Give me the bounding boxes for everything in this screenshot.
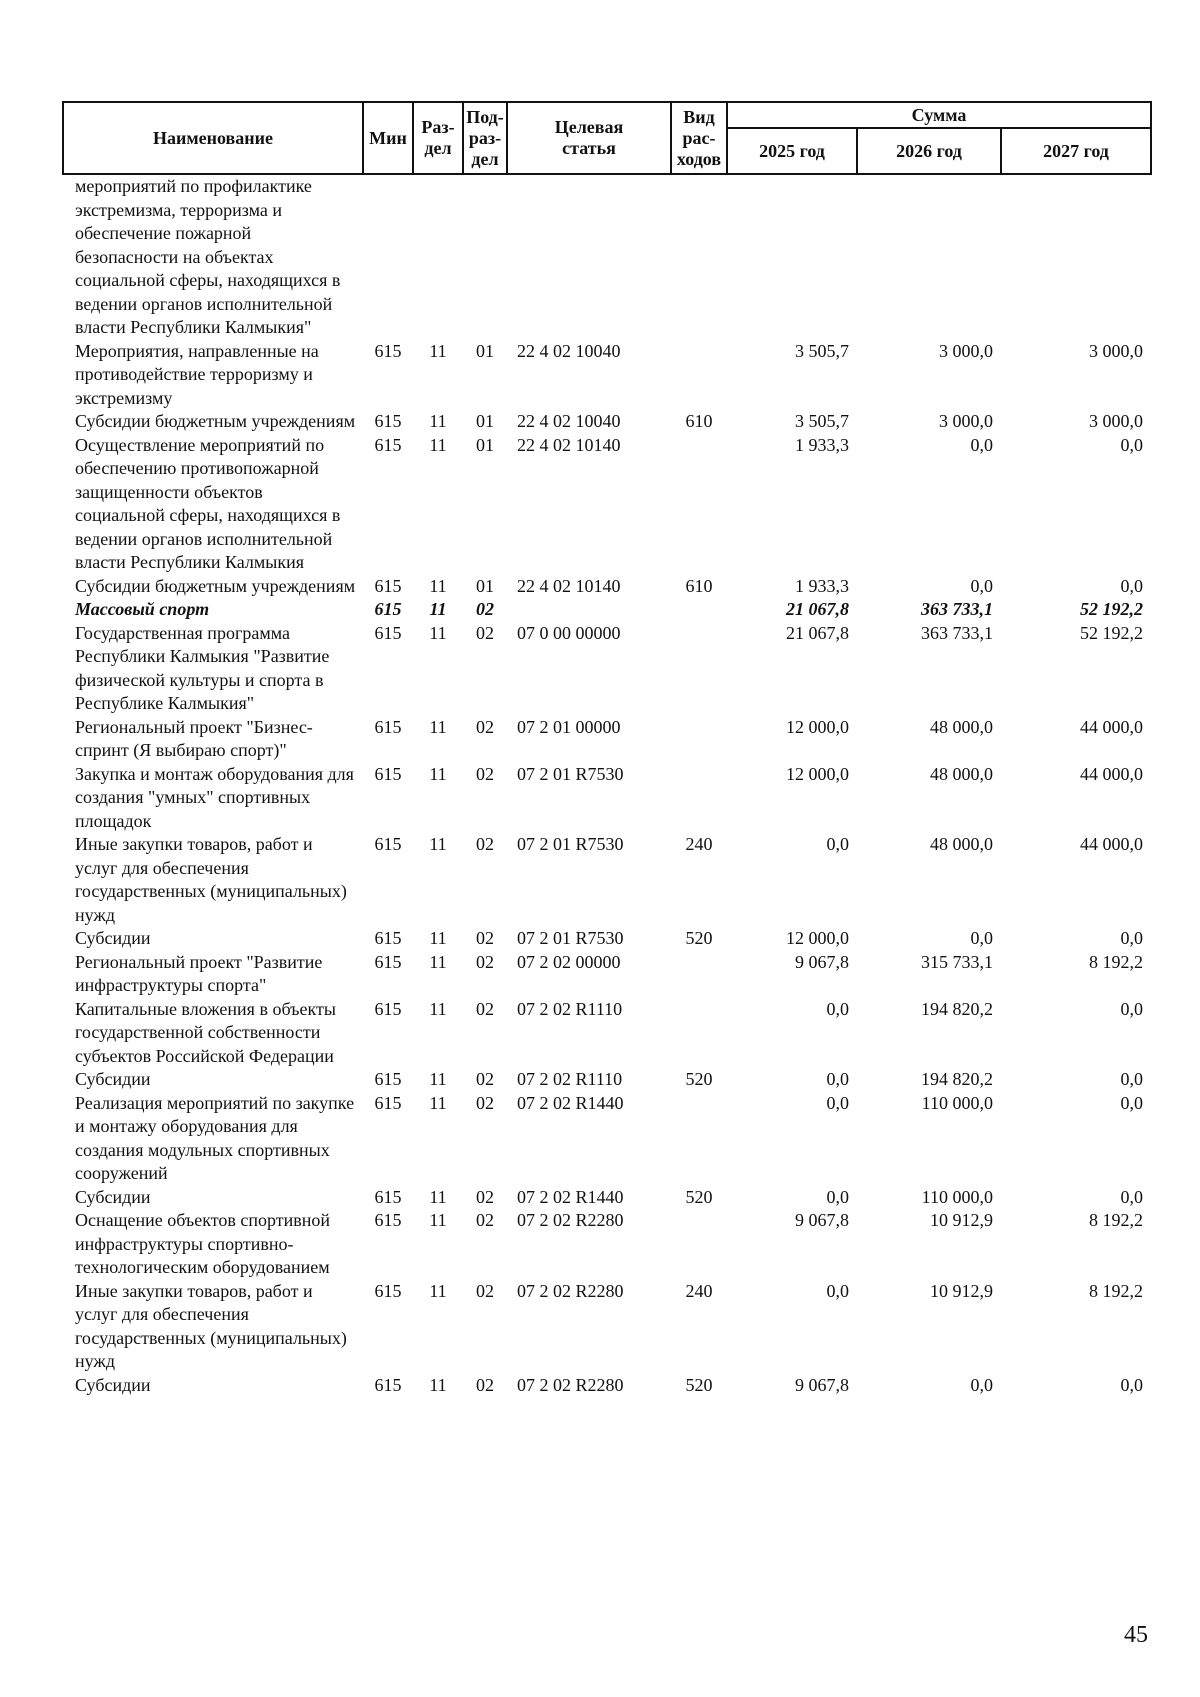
page-number: 45 bbox=[1124, 1622, 1148, 1648]
row-target: 07 2 02 00000 bbox=[517, 951, 621, 972]
header-target: Целевая статья bbox=[507, 102, 671, 174]
row-2025: 21 067,8 bbox=[786, 622, 849, 643]
row-razdel: 11 bbox=[429, 763, 447, 784]
row-2026: 0,0 bbox=[970, 434, 993, 455]
row-vid: 240 bbox=[685, 834, 713, 854]
row-2026: 48 000,0 bbox=[930, 834, 993, 854]
row-2025 bbox=[727, 174, 857, 340]
row-min: 615 bbox=[374, 834, 402, 854]
row-2025: 9 067,8 bbox=[795, 951, 849, 972]
row-2027: 8 192,2 bbox=[1089, 1280, 1143, 1301]
row-2025: 21 067,8 bbox=[786, 599, 849, 619]
row-podrazdel: 02 bbox=[476, 951, 494, 972]
row-2025: 12 000,0 bbox=[786, 763, 849, 784]
row-name: Капитальные вложения в объекты государственной собственности субъектов Российской Федерации bbox=[75, 998, 336, 1066]
row-name: Массовый спорт bbox=[75, 599, 210, 619]
row-2025: 9 067,8 bbox=[795, 1374, 849, 1395]
budget-table-page bbox=[62, 101, 1150, 1397]
row-2026: 0,0 bbox=[970, 928, 993, 948]
row-name: Закупка и монтаж оборудования для создания "умных" спортивных площадок bbox=[75, 763, 354, 831]
row-target: 22 4 02 10140 bbox=[517, 575, 621, 596]
row-min: 615 bbox=[374, 340, 402, 361]
row-target: 07 2 02 R1440 bbox=[517, 1092, 624, 1113]
table-row bbox=[63, 1186, 1151, 1210]
table-row bbox=[63, 1374, 1151, 1398]
row-name: Иные закупки товаров, работ и услуг для обеспечения государственных (муниципальных) нужд bbox=[75, 1280, 347, 1371]
row-min: 615 bbox=[374, 622, 402, 643]
row-2025: 0,0 bbox=[826, 1186, 849, 1207]
row-vid: 610 bbox=[685, 575, 713, 596]
table-row bbox=[63, 927, 1151, 951]
row-2027: 52 192,2 bbox=[1080, 599, 1143, 619]
row-target: 22 4 02 10140 bbox=[517, 434, 621, 455]
row-name: Осуществление мероприятий по обеспечению противопожарной защищенности объектов социальной сферы, находящихся в ведении органов исполнительной власти Республики Калмыкия bbox=[75, 434, 341, 572]
row-2027: 44 000,0 bbox=[1080, 716, 1143, 737]
table-row bbox=[63, 575, 1151, 599]
row-name: мероприятий по профилактике экстремизма, терроризма и обеспечение пожарной безопасности на объектах социальной сферы, находящихся в ведении органов исполнительной власти Республики Калмыкия" bbox=[75, 176, 341, 337]
row-2025: 0,0 bbox=[826, 1280, 849, 1301]
row-2026: 194 820,2 bbox=[921, 1069, 993, 1089]
row-2026: 110 000,0 bbox=[921, 1186, 993, 1207]
row-2027: 3 000,0 bbox=[1089, 411, 1143, 431]
row-target: 07 2 02 R2280 bbox=[517, 1280, 624, 1301]
row-podrazdel: 02 bbox=[476, 599, 494, 619]
row-podrazdel: 02 bbox=[476, 1210, 494, 1230]
row-vid: 520 bbox=[685, 1069, 713, 1089]
row-min: 615 bbox=[374, 716, 402, 737]
row-name: Государственная программа Республики Калмыкия "Развитие физической культуры и спорта в Республике Калмыкия" bbox=[75, 622, 330, 713]
row-podrazdel: 01 bbox=[476, 575, 494, 596]
row-podrazdel: 02 bbox=[476, 1186, 494, 1207]
row-min: 615 bbox=[374, 998, 402, 1019]
row-2025: 9 067,8 bbox=[795, 1210, 849, 1230]
row-min: 615 bbox=[374, 1374, 402, 1395]
row-vid bbox=[671, 340, 727, 411]
table-row bbox=[63, 833, 1151, 927]
row-target: 07 2 01 00000 bbox=[517, 716, 621, 737]
row-razdel: 11 bbox=[429, 434, 447, 455]
row-vid: 610 bbox=[685, 411, 713, 431]
row-2026: 48 000,0 bbox=[930, 763, 993, 784]
row-2025: 0,0 bbox=[826, 1092, 849, 1113]
table-row bbox=[63, 716, 1151, 763]
row-name: Субсидии bbox=[75, 1374, 151, 1395]
row-2027: 0,0 bbox=[1120, 434, 1143, 455]
row-2026: 110 000,0 bbox=[921, 1092, 993, 1113]
row-2027: 0,0 bbox=[1120, 1092, 1143, 1113]
row-vid bbox=[671, 763, 727, 834]
row-name: Региональный проект "Бизнес-спринт (Я выбираю спорт)" bbox=[75, 716, 313, 760]
row-razdel: 11 bbox=[429, 1069, 447, 1089]
row-2027: 0,0 bbox=[1120, 1374, 1143, 1395]
row-min: 615 bbox=[374, 928, 402, 948]
row-2027: 44 000,0 bbox=[1080, 763, 1143, 784]
table-row bbox=[63, 998, 1151, 1069]
row-2026: 194 820,2 bbox=[921, 998, 993, 1019]
row-2026: 363 733,1 bbox=[921, 622, 993, 643]
row-2027: 3 000,0 bbox=[1089, 340, 1143, 361]
row-podrazdel: 02 bbox=[476, 716, 494, 737]
header-2027: 2027 год bbox=[1001, 128, 1151, 174]
row-razdel: 11 bbox=[429, 834, 447, 854]
table-row bbox=[63, 622, 1151, 716]
table-row bbox=[63, 763, 1151, 834]
row-podrazdel: 02 bbox=[476, 1069, 494, 1089]
row-2027: 44 000,0 bbox=[1080, 834, 1143, 854]
row-name: Субсидии bbox=[75, 1186, 151, 1207]
header-min: Мин bbox=[363, 102, 413, 174]
row-2025: 0,0 bbox=[826, 998, 849, 1019]
header-2026: 2026 год bbox=[857, 128, 1001, 174]
row-target: 22 4 02 10040 bbox=[517, 340, 621, 361]
row-2026: 48 000,0 bbox=[930, 716, 993, 737]
row-2025: 3 505,7 bbox=[795, 340, 849, 361]
row-target: 07 2 02 R1110 bbox=[517, 998, 623, 1019]
row-razdel: 11 bbox=[429, 340, 447, 361]
row-podrazdel: 02 bbox=[476, 834, 494, 854]
table-row bbox=[63, 1068, 1151, 1092]
row-razdel: 11 bbox=[429, 622, 447, 643]
row-min: 615 bbox=[374, 763, 402, 784]
row-2026: 3 000,0 bbox=[939, 411, 993, 431]
row-2025: 12 000,0 bbox=[786, 716, 849, 737]
header-vid: Вид рас- ходов bbox=[671, 102, 727, 174]
row-razdel: 11 bbox=[429, 928, 447, 948]
table-row bbox=[63, 174, 1151, 340]
row-razdel: 11 bbox=[429, 1374, 447, 1395]
row-target: 07 0 00 00000 bbox=[517, 622, 621, 643]
row-podrazdel: 02 bbox=[476, 1092, 494, 1113]
row-2026: 10 912,9 bbox=[930, 1210, 993, 1230]
row-2026: 10 912,9 bbox=[930, 1280, 993, 1301]
row-min: 615 bbox=[374, 1186, 402, 1207]
row-razdel: 11 bbox=[429, 998, 447, 1019]
row-razdel: 11 bbox=[429, 1210, 447, 1230]
row-name: Оснащение объектов спортивной инфраструктуры спортивно-технологическим оборудованием bbox=[75, 1210, 331, 1277]
row-2027 bbox=[1001, 174, 1151, 340]
row-2027: 8 192,2 bbox=[1089, 951, 1143, 972]
row-target: 07 2 01 R7530 bbox=[517, 763, 624, 784]
header-podrazdel: Под- раз- дел bbox=[463, 102, 507, 174]
row-target bbox=[507, 174, 671, 340]
row-min: 615 bbox=[374, 575, 402, 596]
table-row bbox=[63, 434, 1151, 575]
row-2025: 3 505,7 bbox=[795, 411, 849, 431]
row-podrazdel: 02 bbox=[476, 928, 494, 948]
row-razdel: 11 bbox=[429, 951, 447, 972]
budget-table bbox=[62, 101, 1152, 1397]
row-2026: 363 733,1 bbox=[921, 599, 993, 619]
row-2027: 8 192,2 bbox=[1089, 1210, 1143, 1230]
row-razdel: 11 bbox=[429, 599, 447, 619]
row-2026: 315 733,1 bbox=[921, 951, 993, 972]
row-target bbox=[507, 598, 671, 622]
row-podrazdel: 01 bbox=[476, 434, 494, 455]
row-podrazdel: 02 bbox=[476, 1374, 494, 1395]
row-target: 07 2 01 R7530 bbox=[517, 834, 624, 854]
row-2026 bbox=[857, 174, 1001, 340]
row-podrazdel: 02 bbox=[476, 622, 494, 643]
row-vid: 240 bbox=[685, 1280, 713, 1301]
row-podrazdel: 01 bbox=[476, 340, 494, 361]
row-2025: 0,0 bbox=[826, 1069, 849, 1089]
row-2026: 3 000,0 bbox=[939, 340, 993, 361]
row-2025: 1 933,3 bbox=[795, 434, 849, 455]
row-podrazdel: 02 bbox=[476, 998, 494, 1019]
row-name: Субсидии bbox=[75, 928, 151, 948]
row-target: 22 4 02 10040 bbox=[517, 411, 621, 431]
row-min: 615 bbox=[374, 1069, 402, 1089]
row-razdel: 11 bbox=[429, 716, 447, 737]
table-row bbox=[63, 1209, 1151, 1280]
table-row bbox=[63, 951, 1151, 998]
row-razdel: 11 bbox=[429, 1092, 447, 1113]
row-min: 615 bbox=[374, 411, 402, 431]
row-min: 615 bbox=[374, 951, 402, 972]
row-2027: 0,0 bbox=[1120, 1069, 1143, 1089]
header-name: Наименование bbox=[63, 102, 363, 174]
row-min: 615 bbox=[374, 599, 402, 619]
row-min: 615 bbox=[374, 1210, 402, 1230]
table-body bbox=[63, 174, 1151, 1397]
row-name: Реализация мероприятий по закупке и монтажу оборудования для создания модульных спортивных сооружений bbox=[75, 1092, 355, 1183]
row-vid bbox=[671, 1209, 727, 1280]
row-2025: 0,0 bbox=[826, 834, 849, 854]
row-name: Субсидии бюджетным учреждениям bbox=[75, 575, 356, 596]
row-podrazdel bbox=[463, 174, 507, 340]
row-vid bbox=[671, 716, 727, 763]
row-target: 07 2 02 R1110 bbox=[517, 1069, 623, 1089]
row-2026: 0,0 bbox=[970, 1374, 993, 1395]
row-vid bbox=[671, 622, 727, 716]
row-vid bbox=[671, 174, 727, 340]
table-row bbox=[63, 410, 1151, 434]
row-name: Субсидии бюджетным учреждениям bbox=[75, 411, 356, 431]
row-2025: 12 000,0 bbox=[786, 928, 849, 948]
row-min bbox=[363, 174, 413, 340]
row-podrazdel: 02 bbox=[476, 763, 494, 784]
row-vid: 520 bbox=[685, 928, 713, 948]
row-razdel: 11 bbox=[429, 411, 447, 431]
row-target: 07 2 02 R2280 bbox=[517, 1210, 624, 1230]
row-2027: 52 192,2 bbox=[1080, 622, 1143, 643]
header-razdel: Раз- дел bbox=[413, 102, 463, 174]
row-vid bbox=[671, 1092, 727, 1186]
row-razdel: 11 bbox=[429, 575, 447, 596]
row-vid bbox=[671, 998, 727, 1069]
header-summa: Сумма bbox=[727, 102, 1151, 128]
row-vid bbox=[671, 434, 727, 575]
row-2027: 0,0 bbox=[1120, 928, 1143, 948]
row-name: Субсидии bbox=[75, 1069, 151, 1089]
row-2027: 0,0 bbox=[1120, 998, 1143, 1019]
table-row bbox=[63, 598, 1151, 622]
row-min: 615 bbox=[374, 1280, 402, 1301]
row-razdel bbox=[413, 174, 463, 340]
row-min: 615 bbox=[374, 1092, 402, 1113]
table-row bbox=[63, 340, 1151, 411]
row-name: Мероприятия, направленные на противодействие терроризму и экстремизму bbox=[75, 340, 319, 408]
row-podrazdel: 02 bbox=[476, 1280, 494, 1301]
row-vid bbox=[671, 598, 727, 622]
row-razdel: 11 bbox=[429, 1280, 447, 1301]
row-target: 07 2 02 R1440 bbox=[517, 1186, 624, 1207]
row-min: 615 bbox=[374, 434, 402, 455]
row-podrazdel: 01 bbox=[476, 411, 494, 431]
row-target: 07 2 02 R2280 bbox=[517, 1374, 624, 1395]
row-2026: 0,0 bbox=[970, 575, 993, 596]
row-vid: 520 bbox=[685, 1186, 713, 1207]
row-name: Региональный проект "Развитие инфраструктуры спорта" bbox=[75, 951, 323, 995]
row-2025: 1 933,3 bbox=[795, 575, 849, 596]
row-vid bbox=[671, 951, 727, 998]
row-name: Иные закупки товаров, работ и услуг для обеспечения государственных (муниципальных) нужд bbox=[75, 834, 347, 925]
row-target: 07 2 01 R7530 bbox=[517, 928, 624, 948]
row-razdel: 11 bbox=[429, 1186, 447, 1207]
row-vid: 520 bbox=[685, 1374, 713, 1395]
table-row bbox=[63, 1092, 1151, 1186]
row-2027: 0,0 bbox=[1120, 575, 1143, 596]
table-header bbox=[63, 102, 1151, 174]
header-2025: 2025 год bbox=[727, 128, 857, 174]
table-row bbox=[63, 1280, 1151, 1374]
row-2027: 0,0 bbox=[1120, 1186, 1143, 1207]
